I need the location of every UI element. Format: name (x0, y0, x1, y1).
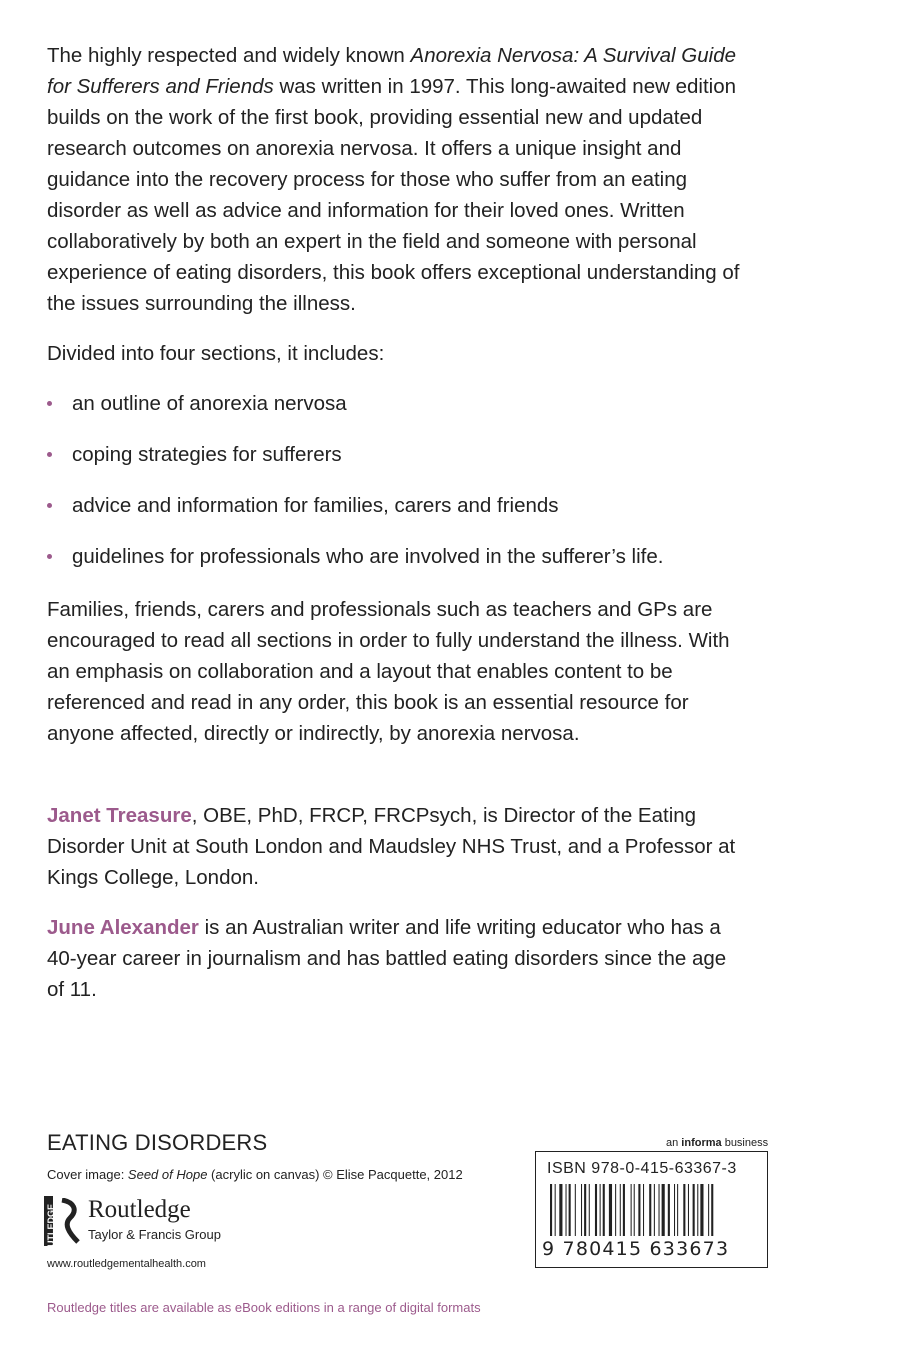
list-item (47, 490, 767, 521)
informa-suffix: business (721, 1137, 769, 1149)
publisher-name: Routledge (88, 1196, 191, 1223)
bullet-dot-icon (47, 401, 52, 406)
cover-credit (47, 1167, 463, 1182)
cover-credit-rest: (acrylic on canvas) © Elise Pacquette, 2012 (207, 1167, 463, 1182)
bullet-dot-icon (47, 452, 52, 457)
sections-intro (47, 338, 747, 369)
list-item-text: an outline of anorexia nervosa (72, 392, 347, 415)
author-name: June Alexander (47, 916, 199, 939)
list-item (47, 541, 767, 572)
routledge-logo (44, 1196, 244, 1261)
informa-tagline (666, 1137, 768, 1149)
list-item (47, 439, 767, 470)
informa-prefix: an (666, 1137, 682, 1149)
barcode-icon (550, 1184, 755, 1236)
author-bio-treasure (47, 800, 747, 893)
ebook-note: Routledge titles are available as eBook editions in a range of digital formats (47, 1300, 481, 1315)
publisher-group: Taylor & Francis Group (88, 1227, 221, 1242)
routledge-mark-text: ROUTLEDGE (46, 1204, 56, 1261)
author-bio: , OBE, PhD, FRCP, FRCPsych, is Director of the Eating Disorder Unit at South London and Maudsley NHS Trust, and a Professor at Kings College, London. (47, 804, 736, 889)
intro-rest: was written in 1997. This long-awaited new edition builds on the work of the first book, providing essential new and updated research outcomes on anorexia nervosa. It offers a unique insight and guidance into the recovery process for those who suffer from an eating disorder as well as advice and information for their loved ones. Written collaboratively by both an expert in the field and someone with personal experience of eating disorders, this book offers exceptional understanding of the issues surrounding the illness. (47, 75, 740, 315)
intro-start: The highly respected and widely known (47, 44, 411, 67)
bullet-dot-icon (47, 554, 52, 559)
author-name: Janet Treasure (47, 804, 192, 827)
publisher-url[interactable]: www.routledgementalhealth.com (47, 1258, 206, 1270)
sections-list (47, 388, 767, 592)
list-item (47, 388, 767, 419)
list-item-text: guidelines for professionals who are involved in the sufferer’s life. (72, 545, 664, 568)
bullet-dot-icon (47, 503, 52, 508)
sections-intro-text: Divided into four sections, it includes: (47, 342, 385, 365)
isbn-label: ISBN 978-0-415-63367-3 (547, 1160, 737, 1177)
routledge-curve-icon (58, 1198, 84, 1244)
description-paragraph (47, 40, 747, 319)
isbn-barcode-box (535, 1151, 768, 1268)
list-item-text: coping strategies for sufferers (72, 443, 342, 466)
cover-title: Seed of Hope (127, 1167, 208, 1182)
routledge-mark-icon (44, 1196, 56, 1261)
closing-paragraph (47, 594, 747, 749)
author-bio-alexander (47, 912, 747, 1005)
series-label: EATING DISORDERS (47, 1130, 268, 1155)
closing-text: Families, friends, carers and professionals such as teachers and GPs are encouraged to read all sections in order to fully understand the illness. With an emphasis on collaboration and a layout that enables content to be referenced and read in any order, this book is an essential resource for anyone affected, directly or indirectly, by anorexia nervosa. (47, 598, 730, 745)
barcode-digits: 9 780415 633673 (542, 1238, 730, 1260)
list-item-text: advice and information for families, carers and friends (72, 494, 559, 517)
cover-credit-prefix: Cover image: (47, 1167, 128, 1182)
first-edition-title: Anorexia Nervosa: A Survival Guide for Sufferers and Friends (47, 44, 737, 98)
informa-brand: informa (681, 1137, 722, 1149)
author-bio: is an Australian writer and life writing educator who has a 40-year career in journalism and has battled eating disorders since the age of 11. (47, 916, 727, 1001)
